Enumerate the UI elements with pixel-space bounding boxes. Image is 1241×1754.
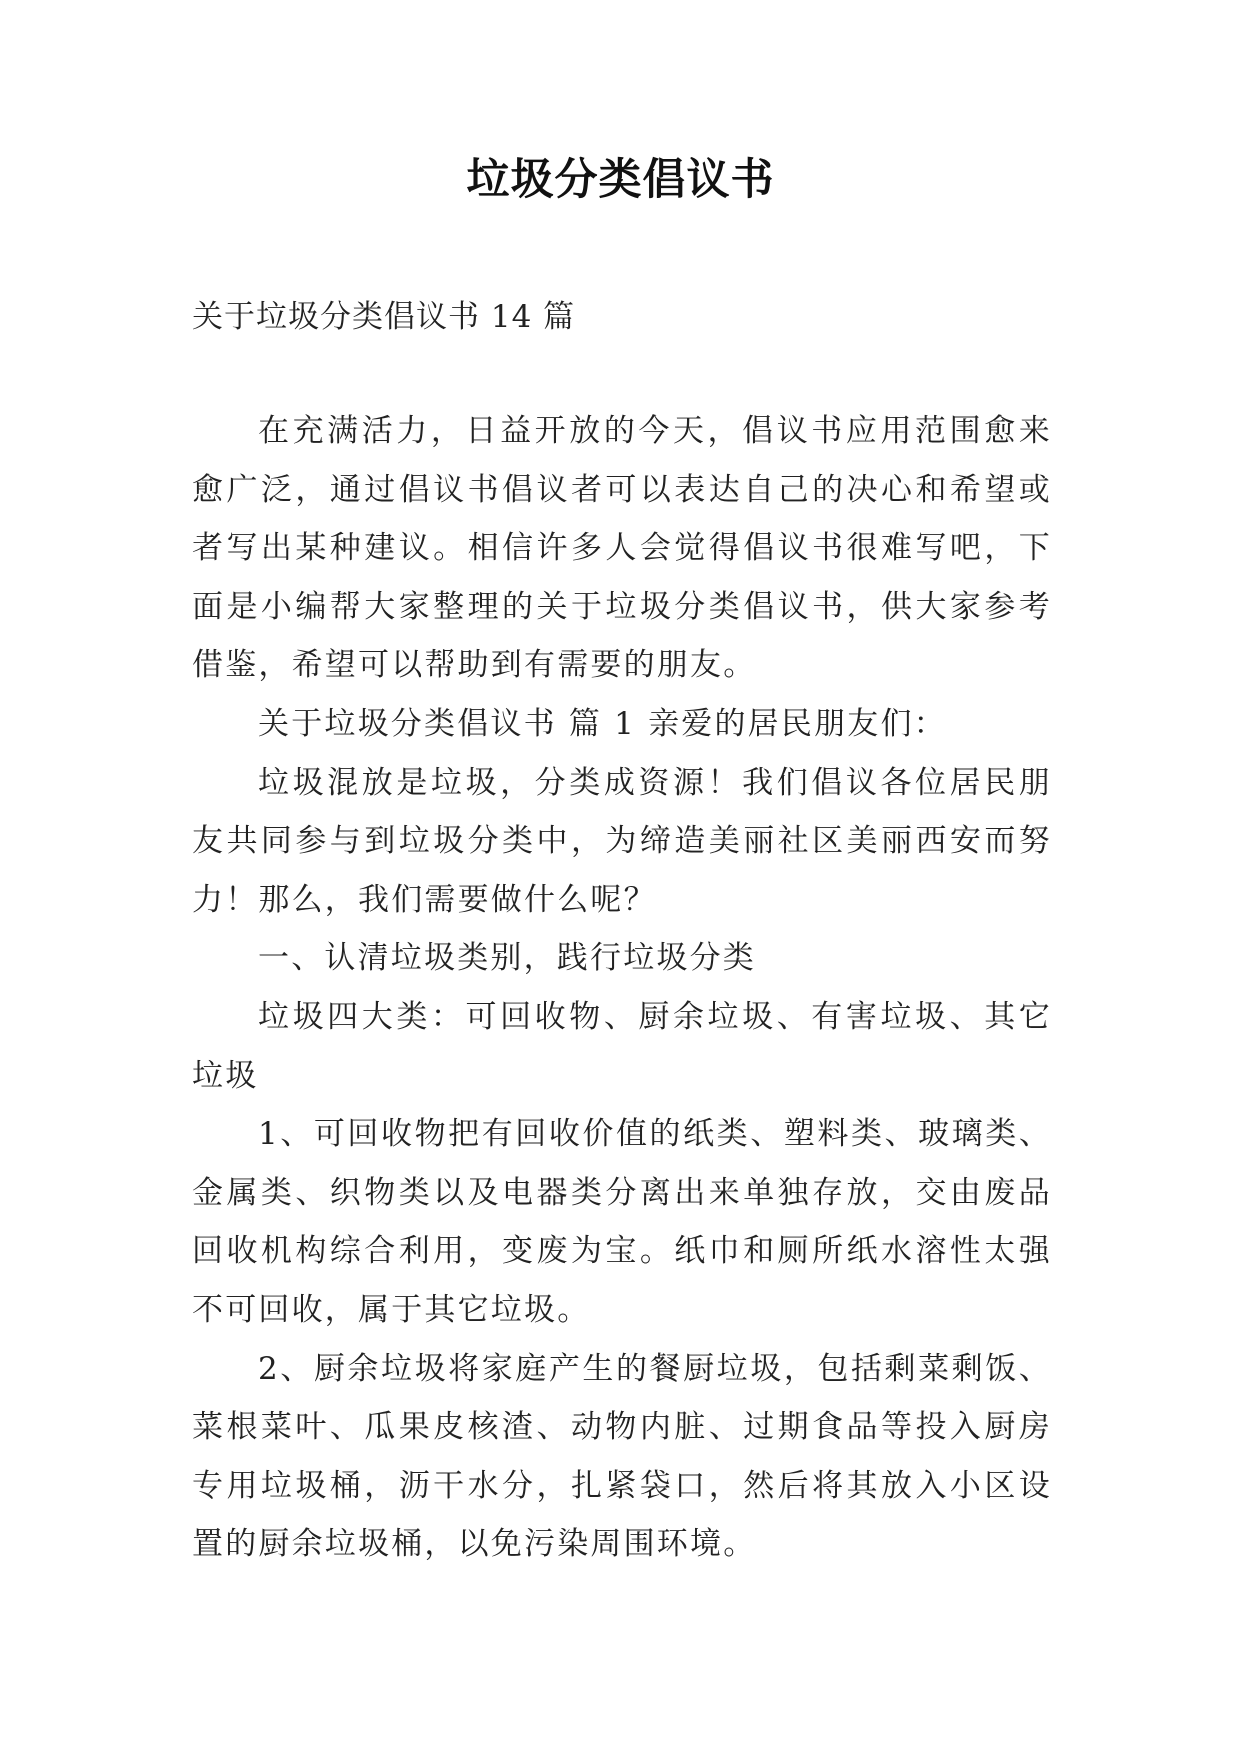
paragraph-four-categories: 垃圾四大类：可回收物、厨余垃圾、有害垃圾、其它垃圾 [192, 998, 1052, 1094]
paragraph-appeal: 垃圾混放是垃圾，分类成资源！我们倡议各位居民朋友共同参与到垃圾分类中，为缔造美丽社区美丽西安而努力！那么，我们需要做什么呢？ [192, 764, 1052, 918]
document-subtitle: 关于垃圾分类倡议书 14 篇 [192, 299, 576, 335]
paragraph-intro: 在充满活力，日益开放的今天，倡议书应用范围愈来愈广泛，通过倡议书倡议者可以表达自己的决心和希望或者写出某种建议。相信许多人会觉得倡议书很难写吧，下面是小编帮大家整理的关于垃圾分类倡议书，供大家参考借鉴，希望可以帮助到有需要的朋友。 [192, 413, 1052, 684]
paragraph-recyclables: 1、可回收物把有回收价值的纸类、塑料类、玻璃类、金属类、织物类以及电器类分离出来单独存放，交由废品回收机构综合利用，变废为宝。纸巾和厕所纸水溶性太强不可回收，属于其它垃圾。 [192, 1116, 1052, 1328]
paragraph-part-1-heading: 一、认清垃圾类别，践行垃圾分类 [258, 940, 756, 977]
document-body [192, 402, 1052, 1574]
paragraph-kitchen-waste: 2、厨余垃圾将家庭产生的餐厨垃圾，包括剩菜剩饭、菜根菜叶、瓜果皮核渣、动物内脏、过期食品等投入厨房专用垃圾桶，沥干水分，扎紧袋口，然后将其放入小区设置的厨余垃圾桶，以免污染周围环境。 [192, 1350, 1052, 1563]
document-title: 垃圾分类倡议书 [466, 155, 775, 205]
paragraph-section-1-heading: 关于垃圾分类倡议书 篇 1 亲爱的居民朋友们： [258, 705, 947, 742]
